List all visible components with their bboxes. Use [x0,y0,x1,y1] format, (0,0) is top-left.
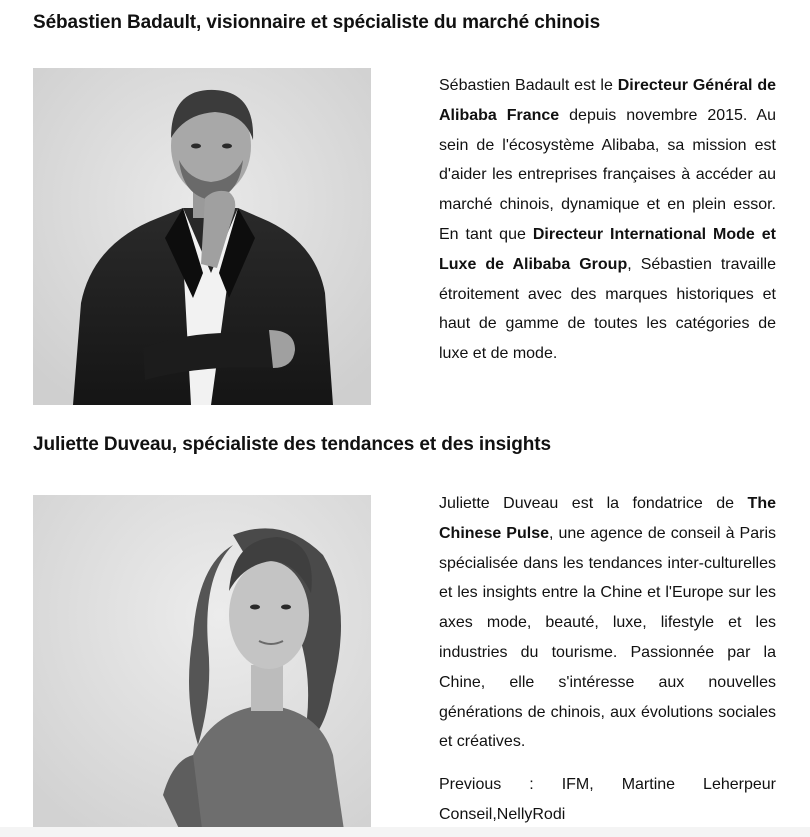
bio-sebastien-text-1: Sébastien Badault est le [439,77,618,94]
portrait-juliette-image [33,495,371,837]
bio-juliette-bold-1: The Chinese Pulse [439,495,776,542]
portrait-sebastien-image [33,68,371,405]
bio-juliette-text-1: Juliette Duveau est la fondatrice de [439,495,748,512]
bio-juliette-text-2: , une agence de conseil à Paris spécialisée dans les tendances inter-culturelles et les insights entre la Chine et l'Europe sur les axes mode, beauté, luxe, lifestyle et les industries du tourisme. Passionnée par la Chine, elle s'intéresse aux nouvelles générations de chinois, aux évolutions sociales et créatives. [439,524,776,751]
bio-juliette-previous [439,770,776,830]
bio-sebastien-text-3: , Sébastien travaille étroitement avec des marques historiques et haut de gamme de toutes les catégories de luxe et de mode. [439,255,776,363]
portrait-sebastien-badault [33,68,371,405]
page-bottom-edge [0,827,810,837]
bio-sebastien-text-2: depuis novembre 2015. Au sein de l'écosystème Alibaba, sa mission est d'aider les entreprises françaises à accéder au marché chinois, dynamique et en plein essor. En tant que [439,106,776,243]
bio-juliette [439,489,776,757]
section-title-sebastien: Sébastien Badault, visionnaire et spécialiste du marché chinois [33,12,601,33]
bio-sebastien [439,71,776,369]
portrait-juliette-duveau [33,495,371,837]
section-title-juliette: Juliette Duveau, spécialiste des tendances et des insights [33,434,551,455]
previous-employers: Previous : IFM, Martine Leherpeur Conseil,NellyRodi [439,776,776,823]
bio-sebastien-bold-2: Directeur International Mode et Luxe de Alibaba Group [439,225,776,273]
bio-sebastien-bold-1: Directeur Général de Alibaba France [439,77,776,124]
